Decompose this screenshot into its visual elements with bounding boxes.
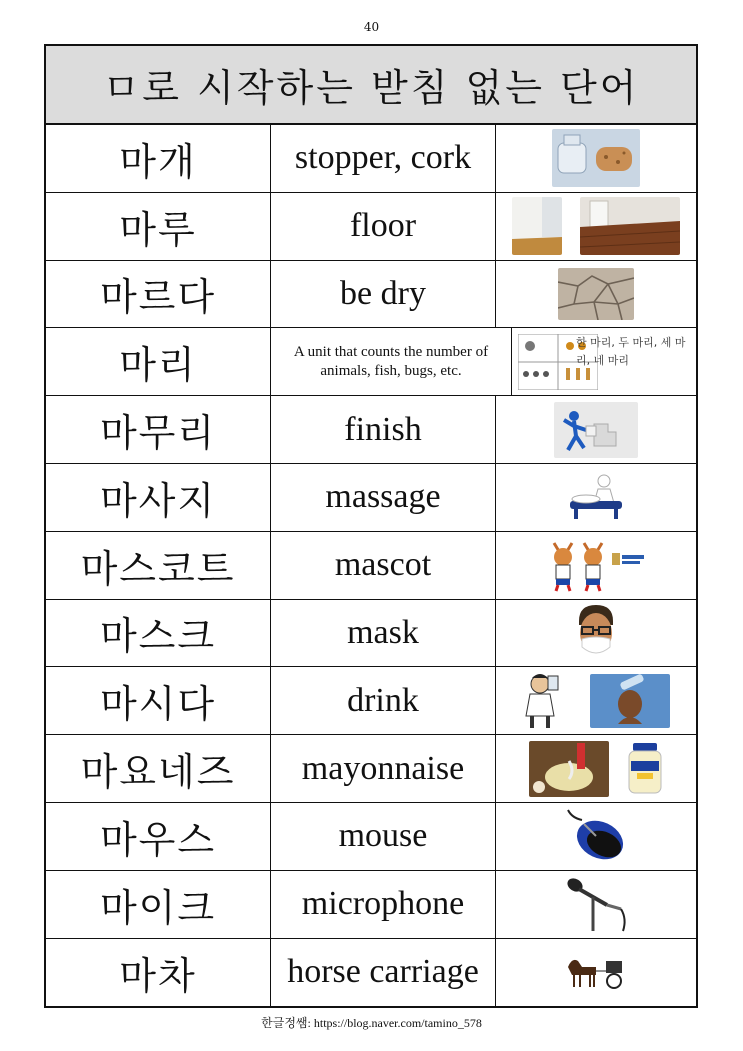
korean-word: 마무리 [46, 396, 271, 463]
table-row [46, 193, 696, 261]
english-meaning: be dry [271, 261, 496, 328]
table-row [46, 464, 696, 532]
dry-earth-image [496, 261, 696, 328]
mouse-image [496, 803, 696, 870]
page-number: 40 [363, 20, 380, 34]
carriage-image [496, 939, 696, 1007]
animal-count-image [512, 328, 696, 395]
mascot-image [496, 532, 696, 599]
counting-note: 한 마리, 두 마리, 세 마리, 네 마리 [576, 336, 686, 368]
korean-word: 마리 [46, 328, 271, 395]
table-row [46, 939, 696, 1007]
table-row [46, 667, 696, 735]
mayonnaise-image [496, 735, 696, 802]
korean-word: 마요네즈 [46, 735, 271, 802]
english-meaning: microphone [271, 871, 496, 938]
table-row [46, 328, 696, 396]
table-row [46, 261, 696, 329]
puzzle-image [496, 396, 696, 463]
english-meaning: horse carriage [271, 939, 496, 1007]
table-title: ㅁ로 시작하는 받침 없는 단어 [46, 46, 696, 125]
table-row [46, 871, 696, 939]
english-meaning: mayonnaise [271, 735, 496, 802]
english-meaning: drink [271, 667, 496, 734]
korean-word: 마루 [46, 193, 271, 260]
table-row [46, 735, 696, 803]
microphone-image [496, 871, 696, 938]
table-row [46, 600, 696, 668]
english-meaning: mask [271, 600, 496, 667]
korean-word: 마스코트 [46, 532, 271, 599]
drink-image [496, 667, 696, 734]
korean-word: 마차 [46, 939, 271, 1007]
korean-word: 마스크 [46, 600, 271, 667]
english-meaning: finish [271, 396, 496, 463]
table-row [46, 532, 696, 600]
footer-credit: 한글정쌤: https://blog.naver.com/tamino_578 [261, 1016, 482, 1030]
table-row [46, 803, 696, 871]
english-meaning: massage [271, 464, 496, 531]
table-row [46, 396, 696, 464]
english-meaning: mascot [271, 532, 496, 599]
mask-image [496, 600, 696, 667]
korean-word: 마시다 [46, 667, 271, 734]
english-meaning: stopper, cork [271, 125, 496, 192]
korean-word: 마이크 [46, 871, 271, 938]
english-meaning: mouse [271, 803, 496, 870]
korean-word: 마사지 [46, 464, 271, 531]
korean-word: 마르다 [46, 261, 271, 328]
floor-image [496, 193, 696, 260]
cork-image [496, 125, 696, 192]
table-row [46, 125, 696, 193]
english-meaning: floor [271, 193, 496, 260]
massage-image [496, 464, 696, 531]
korean-word: 마개 [46, 125, 271, 192]
english-meaning: A unit that counts the number of animals, fish, bugs, etc. [271, 328, 512, 395]
korean-word: 마우스 [46, 803, 271, 870]
vocabulary-table [44, 44, 698, 1008]
